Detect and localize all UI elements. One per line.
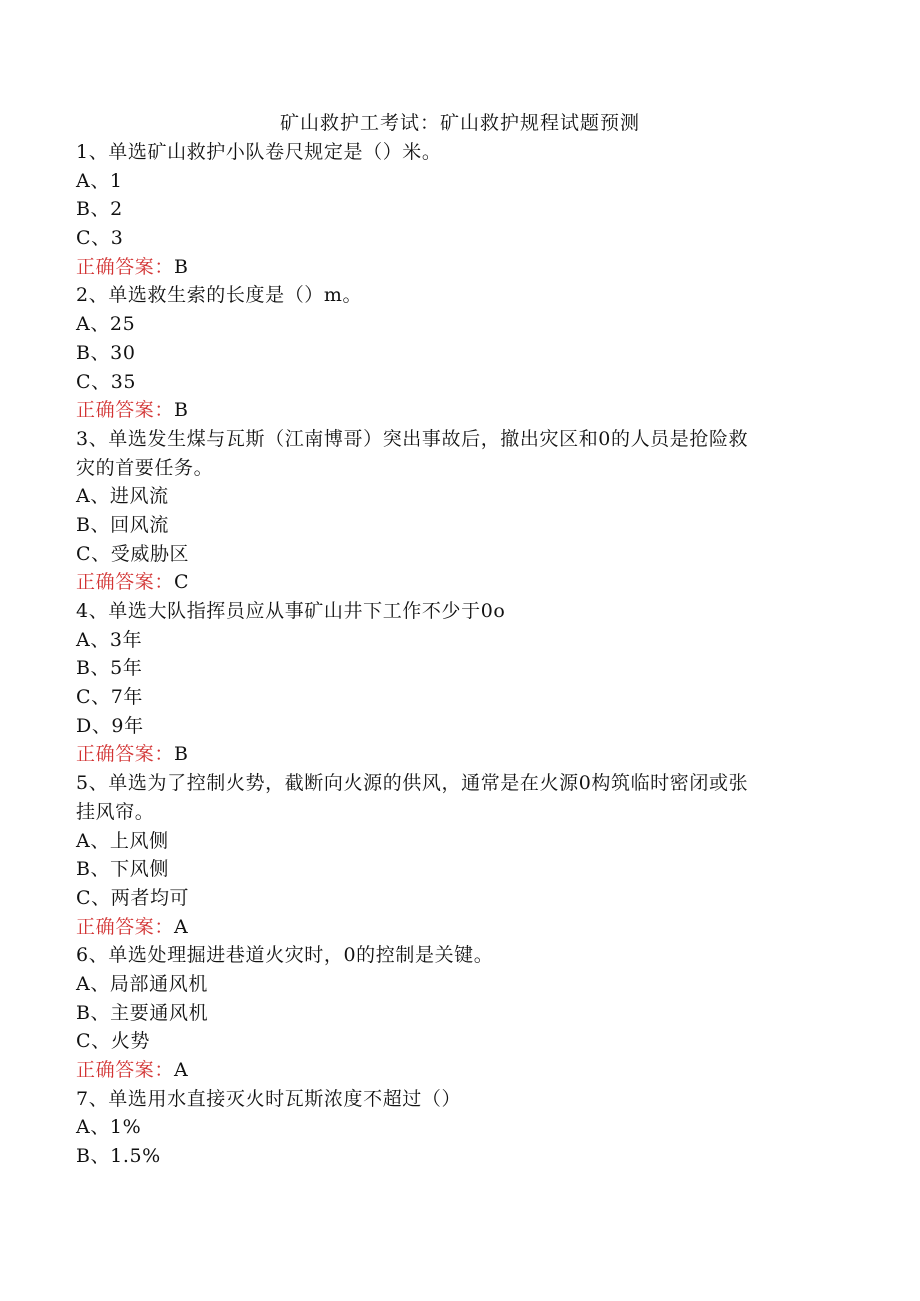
question-1-option-b: B、2 — [76, 198, 123, 221]
answer-label: 正确答案： — [76, 255, 175, 278]
question-4-option-d: D、9年 — [76, 714, 144, 737]
question-1-option-c: C、3 — [76, 227, 124, 250]
question-4-answer — [76, 740, 836, 769]
answer-value: B — [174, 255, 189, 278]
question-4-text: 4、单选大队指挥员应从事矿山井下工作不少于0o — [76, 600, 506, 622]
question-5-option-c: C、两者均可 — [76, 886, 190, 909]
question-6-answer — [76, 1056, 836, 1085]
answer-label: 正确答案： — [76, 1059, 175, 1081]
question-2-option-a: A、25 — [76, 313, 136, 336]
question-1-text: 1、单选矿山救护小队卷尺规定是（）米。 — [76, 141, 442, 163]
question-2-option-c: C、35 — [76, 370, 137, 393]
answer-label: 正确答案： — [76, 743, 175, 766]
question-3-option-c: C、受威胁区 — [76, 542, 190, 565]
answer-label: 正确答案： — [76, 399, 175, 422]
question-6-option-a: A、局部通风机 — [76, 972, 208, 995]
question-7-option-b: B、1.5% — [76, 1145, 161, 1168]
question-2-option-b: B、30 — [76, 341, 136, 364]
question-7-option-a: A、1% — [76, 1116, 142, 1139]
question-1-answer — [76, 253, 836, 282]
answer-value: B — [174, 743, 189, 766]
answer-value: A — [174, 1059, 189, 1081]
question-4-option-a: A、3年 — [76, 628, 143, 651]
answer-label: 正确答案： — [76, 571, 175, 594]
question-5-text-line-1: 5、单选为了控制火势，截断向火源的供风，通常是在火源0构筑临时密闭或张 — [76, 772, 749, 795]
question-6-text: 6、单选处理掘进巷道火灾时，0的控制是关键。 — [76, 944, 494, 967]
question-7-text: 7、单选用水直接灭火时瓦斯浓度不超过（） — [76, 1087, 462, 1110]
question-5-option-a: A、上风侧 — [76, 829, 169, 852]
question-4-option-c: C、7年 — [76, 686, 144, 709]
question-5-option-b: B、下风侧 — [76, 858, 169, 881]
question-3-answer — [76, 568, 836, 597]
question-5-text-line-2: 挂风帘。 — [76, 800, 155, 823]
question-3-option-b: B、回风流 — [76, 513, 169, 536]
question-5-answer — [76, 913, 836, 942]
question-list — [76, 138, 836, 1171]
question-2-answer — [76, 396, 836, 425]
answer-value: A — [174, 915, 189, 938]
document-title: 矿山救护工考试：矿山救护规程试题预测 — [279, 112, 640, 134]
question-1-option-a: A、1 — [76, 169, 123, 192]
question-2-text: 2、单选救生索的长度是（）m。 — [76, 284, 363, 307]
question-4-option-b: B、5年 — [76, 657, 143, 680]
question-6-option-c: C、火势 — [76, 1030, 150, 1053]
question-6-option-b: B、主要通风机 — [76, 1001, 209, 1024]
question-3-text-line-2: 灾的首要任务。 — [76, 456, 214, 479]
answer-label: 正确答案： — [76, 915, 175, 938]
answer-value: C — [174, 571, 190, 594]
answer-value: B — [174, 399, 189, 422]
question-3-option-a: A、进风流 — [76, 485, 169, 508]
question-3-text-line-1: 3、单选发生煤与瓦斯（江南博哥）突出事故后，撤出灾区和0的人员是抢险救 — [76, 427, 749, 450]
